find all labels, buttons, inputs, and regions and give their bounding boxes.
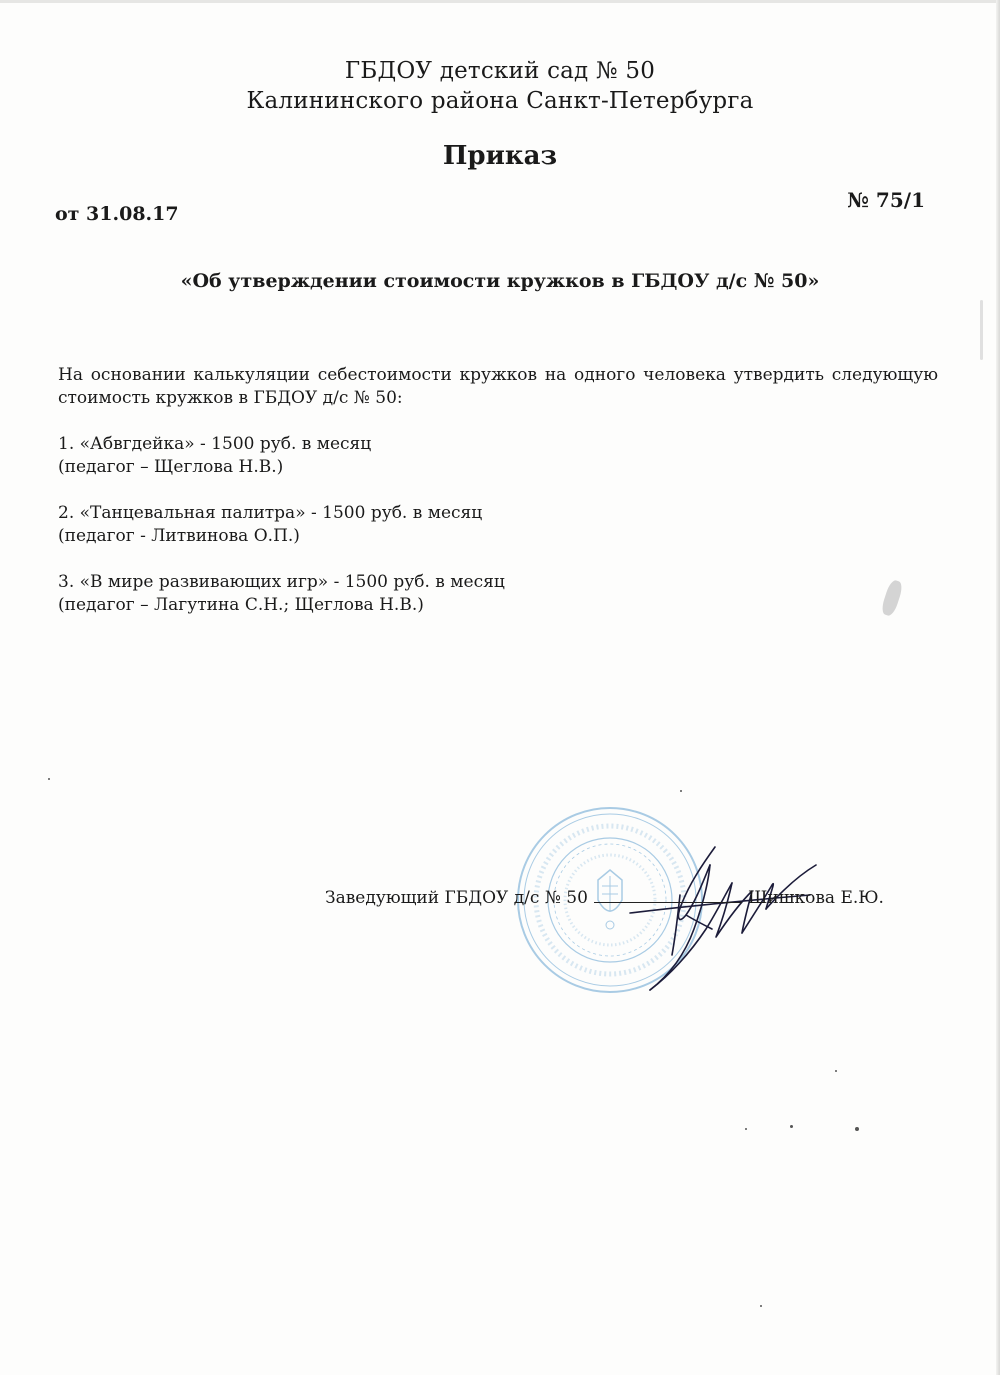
scan-speck	[855, 1127, 859, 1131]
list-item	[58, 502, 938, 548]
scan-smudge	[980, 300, 983, 360]
order-number: № 75/1	[847, 188, 925, 212]
club-price-line: 2. «Танцевальная палитра» - 1500 руб. в месяц	[58, 503, 483, 523]
club-price-line: 3. «В мире развивающих игр» - 1500 руб. в месяц	[58, 572, 505, 592]
list-item	[58, 433, 938, 479]
document-title: Приказ	[442, 141, 558, 171]
signature-blank	[594, 890, 742, 903]
club-price-line: 1. «Абвгдейка» - 1500 руб. в месяц	[58, 434, 372, 454]
scan-speck	[745, 1128, 747, 1130]
list-item	[58, 571, 938, 617]
scan-speck	[48, 778, 50, 780]
signatory-name: Шишкова Е.Ю.	[747, 888, 884, 908]
order-body	[58, 364, 938, 617]
scan-edge-top	[0, 0, 1000, 3]
organization-district: Калининского района Санкт-Петербурга	[246, 88, 754, 114]
organization-header	[0, 56, 1000, 116]
order-date: от 31.08.17	[55, 203, 179, 225]
club-teacher-line: (педагог - Литвинова О.П.)	[58, 526, 300, 546]
club-teacher-line: (педагог – Щеглова Н.В.)	[58, 457, 284, 477]
club-teacher-line: (педагог – Лагутина С.Н.; Щеглова Н.В.)	[58, 595, 424, 615]
scan-edge-right	[996, 0, 1000, 1375]
organization-name: ГБДОУ детский сад № 50	[344, 58, 656, 84]
scan-speck	[760, 1305, 762, 1307]
signature-line	[325, 888, 884, 908]
signatory-position: Заведующий ГБДОУ д/с № 50	[325, 888, 588, 908]
scan-speck	[835, 1070, 837, 1072]
scan-speck	[790, 1125, 793, 1128]
order-subject: «Об утверждении стоимости кружков в ГБДОУ д/с № 50»	[180, 270, 820, 292]
intro-paragraph: На основании калькуляции себестоимости кружков на одного человека утвердить следующую стоимость кружков в ГБДОУ д/с № 50:	[58, 365, 938, 408]
scan-speck	[680, 790, 682, 792]
handwritten-signature-icon	[620, 825, 830, 1025]
